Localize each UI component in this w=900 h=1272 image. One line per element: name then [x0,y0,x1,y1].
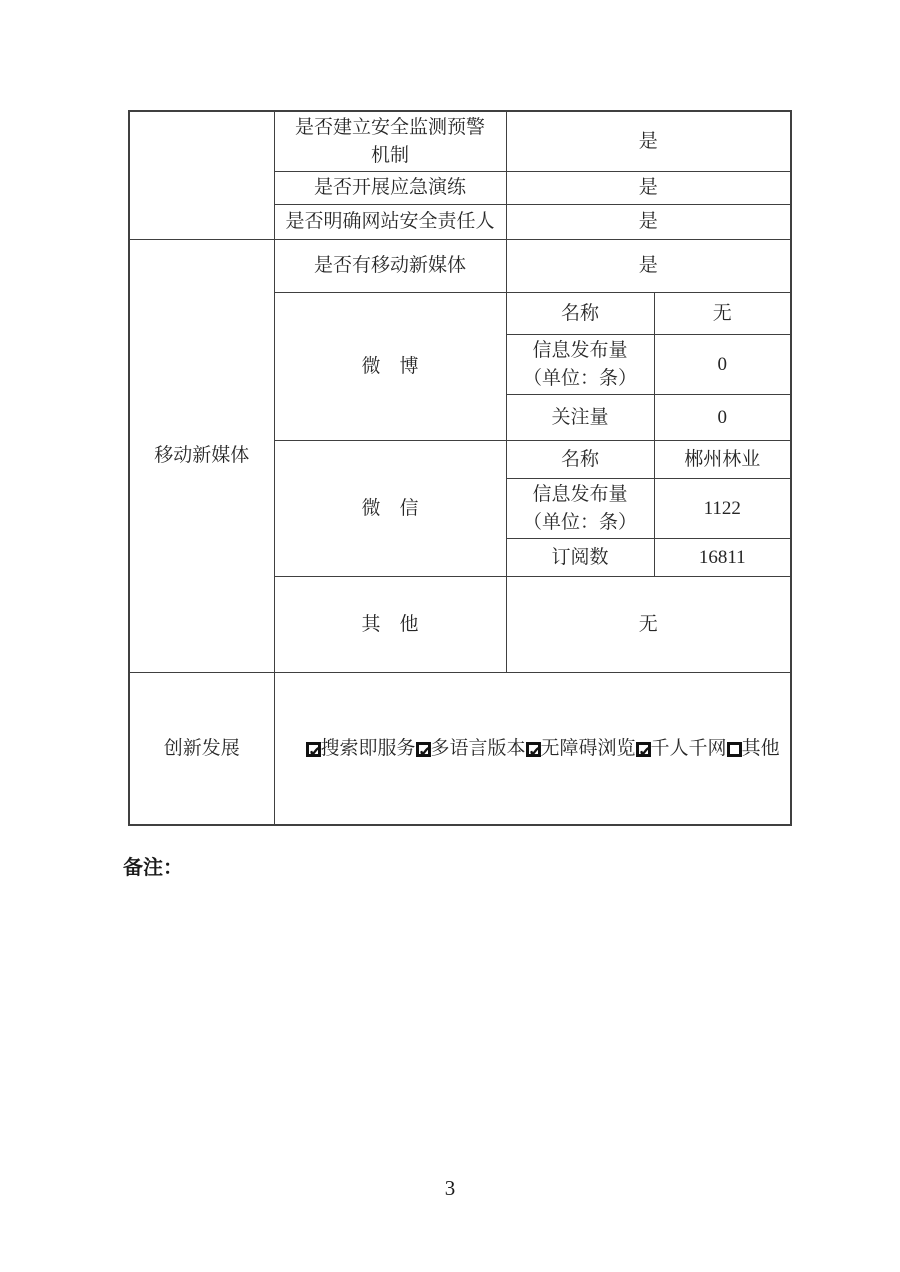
innovation-option-label: 多语言版本 [430,737,526,759]
security-row-value: 是 [506,205,791,240]
weibo-field-value: 无 [654,293,791,335]
weibo-field-name: 信息发布量 （单位：条） [506,335,654,395]
remark-label: 备注： [123,857,183,879]
other-media-label: 其 他 [274,577,506,673]
security-section-header-cell [129,111,274,240]
wechat-field-value: 1122 [654,479,791,539]
checkbox-icon: ✔ [306,742,321,757]
innovation-header: 创新发展 [129,673,274,825]
security-row-label: 是否建立安全监测预警 机制 [274,111,506,172]
other-media-value: 无 [506,577,791,673]
security-row-value: 是 [506,172,791,205]
security-row-value: 是 [506,111,791,172]
innovation-options-cell [274,673,791,825]
weibo-field-value: 0 [654,335,791,395]
weibo-field-name: 名称 [506,293,654,335]
innovation-option-label: 无障碍浏览 [540,737,636,759]
innovation-option-label: 其他 [741,737,780,759]
wechat-field-name: 订阅数 [506,539,654,577]
wechat-field-name: 信息发布量 （单位：条） [506,479,654,539]
has-mobile-value: 是 [506,240,791,293]
checkbox-icon-unchecked [727,742,742,757]
weibo-field-name: 关注量 [506,395,654,441]
weibo-field-value: 0 [654,395,791,441]
wechat-field-value: 郴州林业 [654,441,791,479]
has-mobile-label: 是否有移动新媒体 [274,240,506,293]
mobile-media-header: 移动新媒体 [129,240,274,673]
checkbox-icon: ✔ [416,742,431,757]
weibo-label: 微 博 [274,293,506,441]
wechat-field-name: 名称 [506,441,654,479]
checkbox-icon: ✔ [636,742,651,757]
security-row-label: 是否开展应急演练 [274,172,506,205]
wechat-label: 微 信 [274,441,506,577]
security-row-label: 是否明确网站安全责任人 [274,205,506,240]
annual-report-table [128,110,792,826]
innovation-option-label: 搜索即服务 [320,737,416,759]
wechat-field-value: 16811 [654,539,791,577]
checkbox-icon: ✔ [526,742,541,757]
page-number: 3 [444,1176,456,1200]
innovation-option-label: 千人千网 [650,737,727,759]
